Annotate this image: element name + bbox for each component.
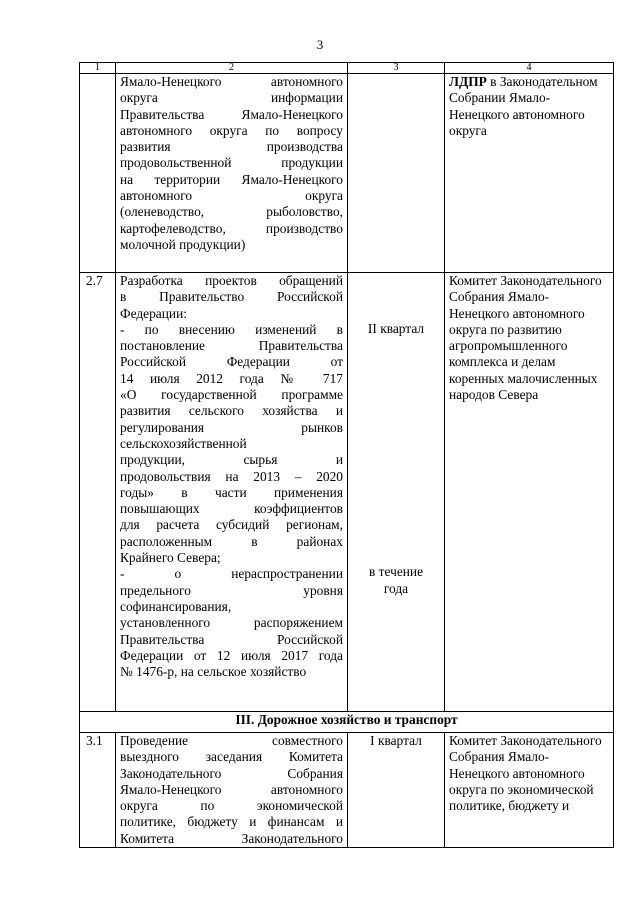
action-description: Ямало-Ненецкого автономного округа информации Правительства Ямало-Ненецкого автономного округа по вопросу развития производства продовольственной продукции на территории Ямало-Ненецкого автономного округа (оленеводство, рыболовство, картофелеводство, производство молочной продукции): [116, 74, 348, 273]
plan-table: [79, 62, 614, 848]
table-row: [80, 273, 614, 712]
row-number: [80, 74, 116, 273]
deadline-second: в течение года: [368, 564, 424, 596]
deadline: [348, 74, 445, 273]
responsible: ЛДПР в Законодательном Собрании Ямало-Ненецкого автономного округа: [445, 74, 614, 273]
column-header: 1: [80, 63, 116, 74]
table-row: [80, 733, 614, 848]
column-header: 3: [348, 63, 445, 74]
section-title: III. Дорожное хозяйство и транспорт: [80, 712, 614, 733]
table-row: [80, 74, 614, 273]
section-heading-row: [80, 712, 614, 733]
action-description: Проведение совместного выездного заседания Комитета Законодательного Собрания Ямало-Ненецкого автономного округа по экономической политике, бюджету и финансам и Комитета Законодательного: [116, 733, 348, 848]
page-number: 3: [316, 37, 324, 52]
column-header: 2: [116, 63, 348, 74]
deadline: [348, 273, 445, 712]
deadline-first: II квартал: [367, 321, 425, 336]
responsible: Комитет Законодательного Собрания Ямало-Ненецкого автономного округа по развитию агропромышленного комплекса и делам коренных малочисленных народов Севера: [445, 273, 614, 712]
row-number: 3.1: [80, 733, 116, 848]
row-number: 2.7: [80, 273, 116, 712]
action-description: Разработка проектов обращений в Правительство Российской Федерации: - по внесению изменений в постановление Правительства Российской Федерации от 14 июля 2012 года № 717 «О государственной программе развития сельского хозяйства и регулирования рынков сельскохозяйственной продукции, сырья и продовольствия на 2013 – 2020 годы» в части применения повышающих коэффициентов для расчета субсидий регионам, расположенным в районах Крайнего Севера; - о нераспространении предельного уровня софинансирования, установленного распоряжением Правительства Российской Федерации от 12 июля 2017 года № 1476-р, на сельское хозяйство: [116, 273, 348, 712]
deadline: I квартал: [348, 733, 445, 848]
column-header-row: [80, 63, 614, 74]
responsible: Комитет Законодательного Собрания Ямало-Ненецкого автономного округа по экономической политике, бюджету и: [445, 733, 614, 848]
column-header: 4: [445, 63, 614, 74]
